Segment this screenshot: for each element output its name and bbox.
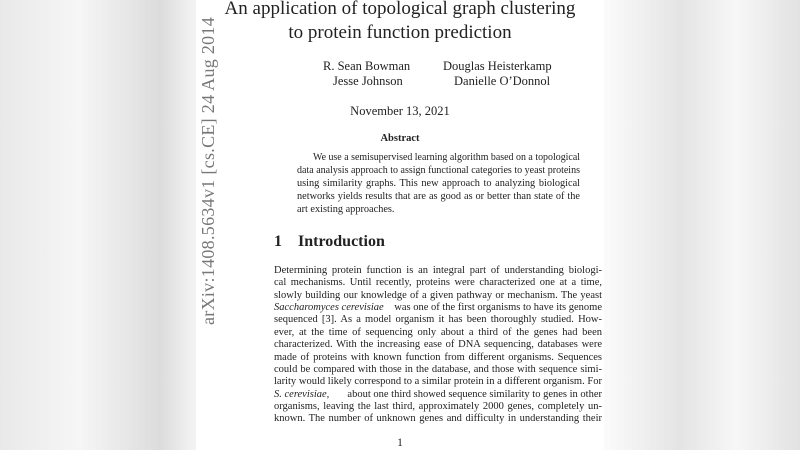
abstract-line: using similarity graphs. This new approach to analyzing biological	[297, 178, 580, 189]
body-line: cal mechanisms. Until recently, proteins were characterized one at a time,	[274, 277, 602, 289]
body-line	[274, 302, 602, 313]
title-line-1: An application of topological graph clustering	[224, 0, 576, 19]
abstract-line: We use a semisupervised learning algorithm based on a topological	[313, 152, 580, 163]
abstract-heading: Abstract	[380, 133, 420, 144]
body-line: characterized. With the increasing ease of DNA sequencing, databases were	[274, 339, 602, 351]
page-number: 1	[397, 437, 403, 449]
author: R. Sean Bowman	[323, 59, 411, 73]
title-line-2: to protein function prediction	[288, 22, 512, 43]
body-line: Determining protein function is an integral part of understanding biologi-	[274, 265, 602, 276]
body-line-rest: about one third showed sequence similarity to genes in other	[347, 388, 602, 400]
section-number: 1	[274, 233, 282, 250]
body-line: made of proteins with known function from different organisms. Sequences	[274, 351, 602, 363]
body-line: known. The number of unknown genes and difficulty in understanding their	[274, 413, 602, 425]
body-line	[274, 389, 602, 400]
date: November 13, 2021	[350, 104, 450, 118]
abstract-line: art existing approaches.	[297, 204, 395, 215]
body-line: ever, at the time of sequencing only about a third of the genes had been	[274, 326, 602, 338]
species-name: Saccharomyces cerevisiae	[274, 302, 384, 314]
body-line-rest: was one of the first organisms to have its genome	[394, 302, 602, 314]
author: Danielle O’Donnol	[454, 74, 551, 88]
body-line: could be compared with those in the database, and those with sequence simi-	[274, 363, 602, 375]
species-name: S. cerevisiae,	[274, 388, 330, 400]
body-line: sequenced [3]. As a model organism it has been thoroughly studied. How-	[274, 314, 602, 326]
abstract-line: networks yields results that are as good as or better than state of the	[297, 191, 580, 202]
body-line: larity would likely correspond to a similar protein in a different organism. For	[274, 376, 602, 388]
body-line: slowly building our knowledge of a given pathway or mechanism. The yeast	[274, 289, 602, 301]
abstract-line: data analysis approach to assign functional categories to yeast proteins	[297, 165, 580, 176]
body-line: organisms, leaving the last third, approximately 2000 genes, completely un-	[274, 400, 602, 412]
arxiv-stamp: arXiv:1408.5634v1 [cs.CE] 24 Aug 2014	[198, 16, 218, 325]
paper-page	[196, 0, 604, 450]
section-title: Introduction	[298, 233, 385, 250]
author: Douglas Heisterkamp	[443, 59, 552, 73]
author: Jesse Johnson	[333, 74, 403, 88]
section-heading	[274, 233, 385, 251]
